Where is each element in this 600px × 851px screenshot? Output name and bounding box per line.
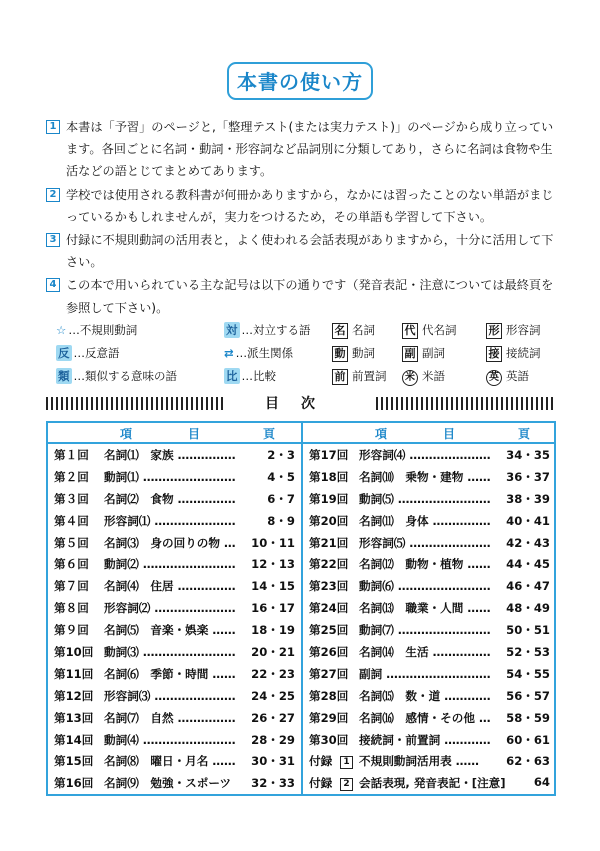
toc-row xyxy=(48,663,301,685)
rule-tick xyxy=(496,397,498,410)
toc-row-number: 第25回 xyxy=(309,623,349,638)
intro-paragraph xyxy=(46,116,556,183)
toc-row-number: 第10回 xyxy=(54,645,94,660)
paragraph-text: この本で用いられている主な記号は以下の通りです（発音表記・注意については最終頁を参照して下さい)。 xyxy=(66,278,554,315)
toc-column-left xyxy=(48,423,301,794)
toc-row-number: 第26回 xyxy=(309,645,349,660)
toc-row-pages: 56・57 xyxy=(506,688,550,703)
toc-row xyxy=(48,641,301,663)
legend-item xyxy=(224,345,293,361)
legend-item xyxy=(402,345,445,362)
toc-row-number: 第20回 xyxy=(309,513,349,528)
toc-row-pages: 34・35 xyxy=(506,448,550,462)
toc-row-pages: 64 xyxy=(533,775,550,790)
rule-tick xyxy=(466,397,468,410)
rule-tick xyxy=(476,397,478,410)
toc-row-content: 名詞⑼ 勉強・スポーツ xyxy=(104,776,232,791)
rule-tick xyxy=(511,397,513,410)
legend-label: 米語 xyxy=(422,369,445,383)
toc-row-pages: 18・19 xyxy=(251,623,295,638)
toc-row-pages: 48・49 xyxy=(506,601,550,616)
legend-item xyxy=(402,368,445,386)
legend-item xyxy=(56,368,177,384)
legend-item xyxy=(224,368,276,384)
toc-row-pages: 16・17 xyxy=(251,601,295,616)
legend-item xyxy=(332,368,387,385)
toc-row xyxy=(48,532,301,554)
intro-paragraph xyxy=(46,229,556,273)
intro-paragraph xyxy=(46,184,556,228)
toc-row-pages: 30・31 xyxy=(251,754,295,769)
toc-row xyxy=(303,729,556,751)
toc-row xyxy=(48,772,301,794)
legend-symbol-icon: ⇄ xyxy=(224,346,234,360)
toc-row-pages: 2・3 xyxy=(267,448,295,462)
legend-label: 名詞 xyxy=(352,323,375,337)
toc-row-content: 動詞⑵ …………………… xyxy=(104,557,236,572)
toc-row-number: 第17回 xyxy=(309,448,349,462)
toc-row-content: 会話表現, 発音表記・[注意] xyxy=(359,776,506,791)
legend-label: 英語 xyxy=(506,369,529,383)
toc-header xyxy=(48,423,301,444)
toc-row xyxy=(48,619,301,641)
rule-tick xyxy=(536,397,538,410)
toc-row-number: 第６回 xyxy=(54,557,89,572)
toc-header-mid: 目 xyxy=(443,427,456,441)
toc-row-content: 形容詞⑶ ………………… xyxy=(104,688,236,703)
toc-row-number: 第21回 xyxy=(309,535,349,550)
toc-row xyxy=(303,707,556,729)
toc-row-content: 動詞⑺ …………………… xyxy=(359,623,491,638)
table-of-contents xyxy=(46,421,556,796)
title-wrap xyxy=(0,62,600,100)
toc-row xyxy=(48,707,301,729)
rule-tick xyxy=(411,397,413,410)
toc-row-pages: 32・33 xyxy=(251,776,295,791)
toc-row-number: 第19回 xyxy=(309,491,349,506)
paragraph-text: 付録に不規則動詞の活用表と，よく使われる会話表現がありますから，十分に活用して下さい。 xyxy=(66,233,554,270)
rule-tick xyxy=(441,397,443,410)
toc-row-number: 第13回 xyxy=(54,710,94,725)
rule-tick xyxy=(401,397,403,410)
toc-row-pages: 14・15 xyxy=(251,579,295,594)
toc-row-pages: 24・25 xyxy=(251,688,295,703)
toc-row-number: 第７回 xyxy=(54,579,89,594)
rule-tick xyxy=(426,397,428,410)
toc-row-pages: 26・27 xyxy=(251,710,295,725)
toc-row xyxy=(48,575,301,597)
paragraph-number: 4 xyxy=(46,278,60,292)
paragraph-number: 1 xyxy=(46,120,60,134)
toc-row-pages: 62・63 xyxy=(506,754,550,769)
toc-row-content: 名詞⑸ 音楽・娯楽 …… xyxy=(104,623,236,638)
toc-row-number: 付録 xyxy=(309,754,333,769)
rule-tick xyxy=(541,397,543,410)
rule-tick xyxy=(516,397,518,410)
legend-label: 前置詞 xyxy=(352,369,387,383)
toc-row xyxy=(303,685,556,707)
legend-item xyxy=(486,368,529,386)
toc-row-content: 動詞⑹ …………………… xyxy=(359,579,491,594)
toc-row xyxy=(48,488,301,510)
toc-row xyxy=(48,553,301,575)
toc-row-number: 付録 xyxy=(309,776,333,791)
toc-row-pages: 54・55 xyxy=(506,666,550,681)
toc-row-content: 名詞⑵ 食物 …………… xyxy=(104,491,236,506)
rule-tick xyxy=(406,397,408,410)
toc-row-content: 副詞 ……………………… xyxy=(359,666,491,681)
toc-row xyxy=(303,444,556,466)
toc-row xyxy=(303,597,556,619)
legend-symbol-icon: 名 xyxy=(332,323,348,339)
rule-tick xyxy=(471,397,473,410)
toc-row-content: 動詞⑸ …………………… xyxy=(359,491,491,506)
toc-row-content: 動詞⑴ …………………… xyxy=(104,469,236,484)
legend-symbol-icon: 類 xyxy=(58,369,70,383)
toc-row-content: 名詞⑽ 乗物・建物 …… xyxy=(359,469,491,484)
legend-item xyxy=(332,322,375,339)
paragraph-text: 学校では使用される教科書が何冊かありますから，なかには習ったことのない単語がまじっているかもしれませんが，実力をつけるため，その単語も学習して下さい。 xyxy=(66,187,554,224)
toc-row-content: 形容詞⑴ ………………… xyxy=(104,513,236,528)
toc-row-pages: 28・29 xyxy=(251,732,295,747)
legend-item xyxy=(224,322,311,338)
toc-row-content: 動詞⑷ …………………… xyxy=(104,732,236,747)
symbol-legend xyxy=(56,322,556,391)
legend-symbol-icon: 反 xyxy=(58,346,70,360)
legend-symbol-icon: 英 xyxy=(486,370,502,386)
toc-row-pages: 50・51 xyxy=(506,623,550,638)
toc-row xyxy=(303,510,556,532)
legend-symbol-icon: 形 xyxy=(486,323,502,339)
toc-row-pages: 38・39 xyxy=(506,491,550,506)
appendix-number: 1 xyxy=(340,756,353,769)
legend-symbol-icon: 接 xyxy=(486,346,502,362)
legend-symbol-icon: 副 xyxy=(402,346,418,362)
rule-tick xyxy=(481,397,483,410)
toc-row-content: 名詞⑿ 動物・植物 …… xyxy=(359,557,491,572)
rule-tick xyxy=(376,397,378,410)
rule-tick xyxy=(391,397,393,410)
legend-item xyxy=(402,322,457,339)
toc-row-pages: 22・23 xyxy=(251,666,295,681)
rule-tick xyxy=(436,397,438,410)
legend-label: …対立する語 xyxy=(241,323,311,337)
toc-row-number: 第18回 xyxy=(309,469,349,484)
rule-tick xyxy=(451,397,453,410)
legend-label: 接続詞 xyxy=(506,346,541,360)
paragraph-text: 本書は「予習」のページと,「整理テスト(または実力テスト)」のページから成り立っています。各回ごとに名詞・動詞・形容詞など品詞別に分類してあり，さらに名詞は食物や生活などの語とじてまとめてあります。 xyxy=(66,120,554,179)
legend-symbol-icon: 前 xyxy=(332,369,348,385)
legend-item xyxy=(56,345,120,361)
toc-row-pages: 40・41 xyxy=(506,513,550,528)
rule-tick xyxy=(381,397,383,410)
toc-row-content: 動詞⑶ …………………… xyxy=(104,645,236,660)
rule-tick xyxy=(446,397,448,410)
rule-tick xyxy=(546,397,548,410)
legend-label: 副詞 xyxy=(422,346,445,360)
toc-row-pages: 8・9 xyxy=(267,513,295,528)
toc-row-content: 形容詞⑵ ………………… xyxy=(104,601,236,616)
toc-row xyxy=(303,466,556,488)
toc-row-number: 第28回 xyxy=(309,688,349,703)
rule-tick xyxy=(501,397,503,410)
toc-row-content: 名詞⒂ 数・道 ………… xyxy=(359,688,491,703)
toc-row xyxy=(48,597,301,619)
rule-tick xyxy=(491,397,493,410)
toc-row xyxy=(303,750,556,772)
toc-row-number: 第２回 xyxy=(54,469,89,484)
toc-row xyxy=(303,553,556,575)
legend-label: …類似する意味の語 xyxy=(73,369,177,383)
toc-row-content: 名詞⑻ 曜日・月名 …… xyxy=(104,754,236,769)
toc-row-pages: 52・53 xyxy=(506,645,550,660)
toc-header-item: 項 xyxy=(375,427,388,441)
toc-row-content: 名詞⒁ 生活 …………… xyxy=(359,645,491,660)
toc-row-pages: 20・21 xyxy=(251,645,295,660)
rule-tick xyxy=(531,397,533,410)
toc-row-content: 名詞⑾ 身体 …………… xyxy=(359,513,491,528)
legend-item xyxy=(56,322,137,338)
page-title: 本書の使い方 xyxy=(227,62,373,100)
legend-symbol-icon: 米 xyxy=(402,370,418,386)
rule-tick xyxy=(486,397,488,410)
legend-symbol-icon: 代 xyxy=(402,323,418,339)
rule-tick xyxy=(386,397,388,410)
rule-tick xyxy=(456,397,458,410)
toc-row-number: 第23回 xyxy=(309,579,349,594)
toc-row-content: 名詞⑴ 家族 …………… xyxy=(104,448,236,462)
rule-tick xyxy=(421,397,423,410)
toc-row-number: 第４回 xyxy=(54,513,89,528)
toc-row-pages: 12・13 xyxy=(251,557,295,572)
toc-row xyxy=(48,729,301,751)
paragraph-number: 2 xyxy=(46,188,60,202)
legend-label: 形容詞 xyxy=(506,323,541,337)
paragraph-number: 3 xyxy=(46,233,60,247)
toc-row xyxy=(48,510,301,532)
toc-row-content: 名詞⑹ 季節・時間 …… xyxy=(104,666,236,681)
toc-row-number: 第22回 xyxy=(309,557,349,572)
toc-row-number: 第９回 xyxy=(54,623,89,638)
legend-label: …反意語 xyxy=(73,346,120,360)
legend-row xyxy=(56,345,556,368)
appendix-number: 2 xyxy=(340,778,353,791)
toc-header-page: 頁 xyxy=(263,427,276,441)
intro-paragraph xyxy=(46,274,556,318)
toc-right-rows xyxy=(303,444,556,794)
toc-row-content: 名詞⑺ 自然 …………… xyxy=(104,710,236,725)
toc-row-content: 名詞⑷ 住居 …………… xyxy=(104,579,236,594)
toc-row-content: 名詞⒀ 職業・人間 …… xyxy=(359,601,491,616)
legend-item xyxy=(486,345,541,362)
toc-header-mid: 目 xyxy=(188,427,201,441)
toc-row-number: 第24回 xyxy=(309,601,349,616)
toc-row xyxy=(303,619,556,641)
toc-row xyxy=(48,685,301,707)
toc-row-pages: 58・59 xyxy=(506,710,550,725)
toc-row xyxy=(303,641,556,663)
contents-title: 目次 xyxy=(265,396,337,412)
toc-header-item: 項 xyxy=(120,427,133,441)
toc-row-pages: 4・5 xyxy=(267,469,295,484)
legend-label: 代名詞 xyxy=(422,323,457,337)
toc-row xyxy=(303,532,556,554)
toc-header xyxy=(303,423,556,444)
toc-row xyxy=(303,575,556,597)
contents-bar xyxy=(46,393,556,411)
toc-row-content: 形容詞⑸ ………………… xyxy=(359,535,491,550)
toc-row xyxy=(48,466,301,488)
toc-left-rows xyxy=(48,444,301,794)
toc-row-content: 名詞⒃ 感情・その他 … xyxy=(359,710,491,725)
toc-row-number: 第27回 xyxy=(309,666,349,681)
contents-rule-right xyxy=(376,395,556,408)
toc-row-number: 第８回 xyxy=(54,601,89,616)
toc-row-pages: 46・47 xyxy=(506,579,550,594)
toc-row xyxy=(303,488,556,510)
rule-tick xyxy=(526,397,528,410)
toc-row-number: 第12回 xyxy=(54,688,94,703)
toc-row-number: 第16回 xyxy=(54,776,94,791)
toc-row-pages: 42・43 xyxy=(506,535,550,550)
toc-row-number: 第14回 xyxy=(54,732,94,747)
legend-item xyxy=(332,345,375,362)
rule-tick xyxy=(416,397,418,410)
legend-label: …不規則動詞 xyxy=(68,323,138,337)
toc-row-content: 不規則動詞活用表 …… xyxy=(359,754,479,769)
legend-symbol-icon: 動 xyxy=(332,346,348,362)
toc-row-pages: 6・7 xyxy=(267,491,295,506)
toc-row-content: 接続詞・前置詞 ………… xyxy=(359,732,491,747)
toc-row-number: 第11回 xyxy=(54,666,94,681)
legend-label: …派生関係 xyxy=(235,346,294,360)
legend-symbol-icon: 比 xyxy=(226,369,238,383)
legend-symbol-icon: 対 xyxy=(226,323,238,337)
toc-row-pages: 10・11 xyxy=(251,535,295,550)
rule-tick xyxy=(506,397,508,410)
toc-row xyxy=(48,444,301,466)
toc-row-number: 第30回 xyxy=(309,732,349,747)
toc-row-number: 第15回 xyxy=(54,754,94,769)
toc-header-page: 頁 xyxy=(518,427,531,441)
toc-row-pages: 60・61 xyxy=(506,732,550,747)
legend-symbol-icon: ☆ xyxy=(56,323,67,337)
toc-row-pages: 44・45 xyxy=(506,557,550,572)
toc-row xyxy=(303,772,556,794)
rule-tick xyxy=(521,397,523,410)
toc-row xyxy=(303,663,556,685)
rule-tick xyxy=(551,397,553,410)
toc-column-right xyxy=(303,423,556,794)
legend-label: 動詞 xyxy=(352,346,375,360)
rule-tick xyxy=(431,397,433,410)
toc-row-pages: 36・37 xyxy=(506,469,550,484)
rule-tick xyxy=(461,397,463,410)
toc-row-number: 第３回 xyxy=(54,491,89,506)
rule-tick xyxy=(396,397,398,410)
toc-row-number: 第５回 xyxy=(54,535,89,550)
legend-row xyxy=(56,322,556,345)
toc-row-content: 名詞⑶ 身の回りの物 … xyxy=(104,535,236,550)
toc-row-content: 形容詞⑷ ………………… xyxy=(359,448,491,462)
toc-row-number: 第29回 xyxy=(309,710,349,725)
intro-section xyxy=(46,116,556,320)
legend-row xyxy=(56,368,556,391)
toc-row xyxy=(48,750,301,772)
legend-label: …比較 xyxy=(241,369,276,383)
legend-item xyxy=(486,322,541,339)
toc-row-number: 第１回 xyxy=(54,448,89,462)
